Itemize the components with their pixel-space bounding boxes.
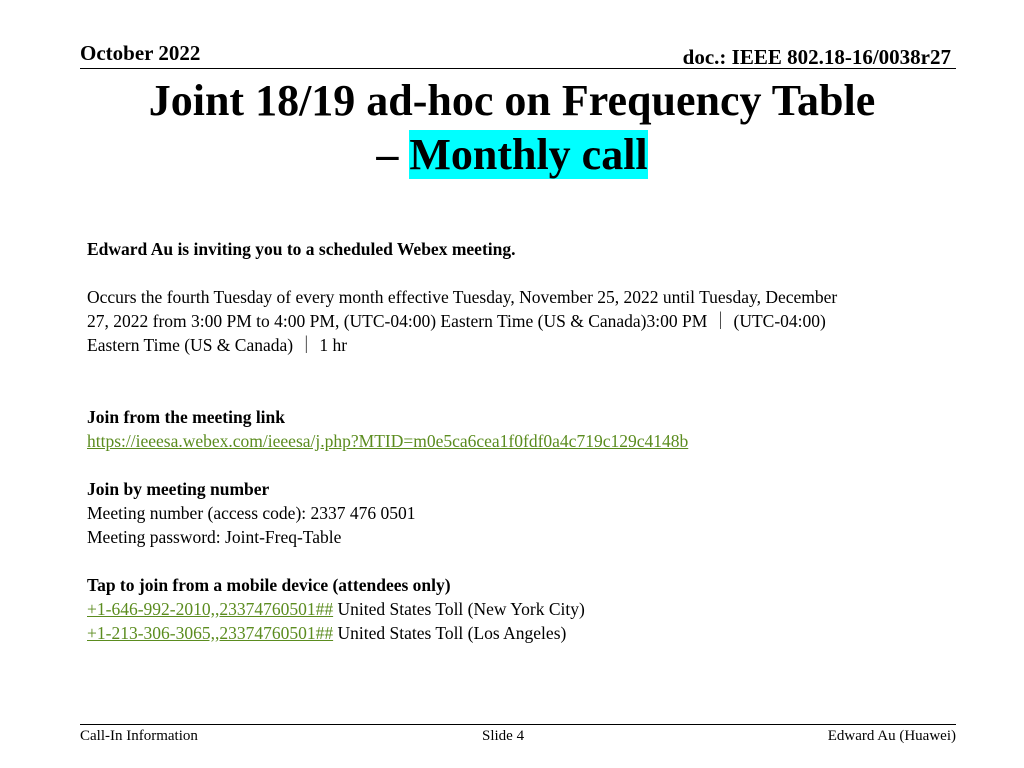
phone-row-la	[87, 621, 957, 645]
title-dash: –	[376, 130, 410, 179]
header-doc-id: doc.: IEEE 802.18-16/0038r27	[682, 45, 951, 69]
header-date: October 2022	[80, 41, 201, 65]
invite-text: Edward Au is inviting you to a scheduled Webex meeting.	[87, 239, 516, 259]
footer-slide-number: Slide 4	[482, 728, 525, 744]
meeting-number: Meeting number (access code): 2337 476 0501	[87, 503, 416, 523]
slide-body	[87, 237, 957, 645]
meeting-link[interactable]: https://ieeesa.webex.com/ieeesa/j.php?MTID=m0e5ca6cea1f0fdf0a4c719c129c4148b	[87, 431, 689, 451]
join-link-heading: Join from the meeting link	[87, 407, 286, 427]
phone-row-ny	[87, 597, 957, 621]
mobile-heading: Tap to join from a mobile device (attendees only)	[87, 575, 451, 595]
footer-author: Edward Au (Huawei)	[827, 728, 956, 744]
footer-section: Call-In Information	[80, 728, 198, 744]
occurs-line-2: 27, 2022 from 3:00 PM to 4:00 PM, (UTC-04:00) Eastern Time (US & Canada)3:00 PM ｜ (UTC-04:00)	[87, 311, 826, 331]
footer-divider	[80, 724, 956, 725]
title-line-2	[60, 128, 964, 182]
phone-label-la: United States Toll (Los Angeles)	[333, 623, 567, 643]
phone-link-ny[interactable]: +1-646-992-2010,,23374760501##	[87, 599, 334, 619]
occurs-line-3: Eastern Time (US & Canada) ｜ 1 hr	[87, 335, 348, 355]
slide-title	[60, 74, 964, 182]
header-divider	[80, 68, 956, 69]
phone-label-ny: United States Toll (New York City)	[333, 599, 585, 619]
title-highlight: Monthly call	[409, 130, 648, 179]
meeting-password: Meeting password: Joint-Freq-Table	[87, 527, 342, 547]
title-line-1: Joint 18/19 ad-hoc on Frequency Table	[148, 76, 876, 125]
occurs-line-1: Occurs the fourth Tuesday of every month effective Tuesday, November 25, 2022 until Tuesday, December	[87, 287, 838, 307]
join-number-heading: Join by meeting number	[87, 479, 270, 499]
phone-link-la[interactable]: +1-213-306-3065,,23374760501##	[87, 623, 334, 643]
